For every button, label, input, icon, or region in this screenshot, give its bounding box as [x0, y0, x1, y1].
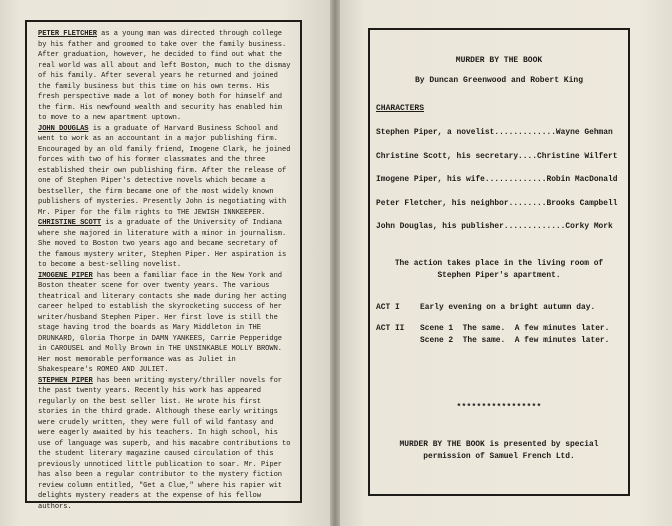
- bio-text: has been a familiar face in the New York and Boston theater scene for over twenty years. The various theatrical and literary contacts she made during her acting career helped to establish the skyrocketing success of her writer/husband Stephen Piper. Her first love is still the stage having trod the boards as Mary Middleton in THE DRUNKARD, Gloria Thorpe in DAMN YANKEES, Carrie Pepperidge in CAROUSEL and Molly Brown in THE UNSINKABLE MOLLY BROWN. Her most memorable performance was as Juliet in Shakespeare's ROMEO AND JULIET.: [38, 271, 287, 374]
- bio-name: PETER FLETCHER: [38, 30, 97, 38]
- cast-row: Peter Fletcher, his neighbor........Brooks Campbell: [376, 198, 618, 208]
- act-description: Early evening on a bright autumn day.: [420, 303, 596, 312]
- bio-text: has been writing mystery/thriller novels for the past twenty years. Recently his work has appeared regularly on the best seller list. He wrote his first stories in the third grade. Although these early writings were crudely written, they were full of wild fantasy and were eagerly awaited by his teachers. In high school, his use of language was superb, and his macabre contributions to the student literary magazine caused circulation of this previously unnoticed little publication to soar. Mr. Piper has also been a regular contributor to the mystery fiction review column entitled, "Get a Clue," where his rapier wit delights mystery readers at the expense of his fellow authors.: [38, 376, 291, 511]
- bio-name: CHRISTINE SCOTT: [38, 219, 102, 227]
- cast-row: John Douglas, his publisher.............Corky Mork: [376, 222, 613, 231]
- bio-christine-scott: [38, 218, 294, 271]
- bio-text: is a graduate of Harvard Business School and went to work as an accountant in a major publishing firm. Encouraged by an old family friend, Imogene Clark, he joined forces with two of his former classmates and the three established their own publishing firm. After the release of one of Stephen Piper's detective novels which became a bestseller, the firm became one of the most widely known publishers of mysteries. Presently John is negotiating with Mr. Piper for the film rights to THE JEWISH INNKEEPER.: [38, 124, 291, 217]
- bio-name: STEPHEN PIPER: [38, 376, 93, 385]
- bio-imogene-piper: [38, 271, 294, 376]
- rights-credit: MURDER BY THE BOOK is presented by special permission of Samuel French Ltd.: [399, 440, 599, 461]
- cast-row: Stephen Piper, a novelist.............Wayne Gehman: [376, 128, 613, 137]
- scene-description: Scene 1 The same. A few minutes later.: [420, 324, 610, 333]
- divider-stars: *****************: [456, 403, 542, 412]
- acts-list: [376, 302, 624, 347]
- bio-stephen-piper: [38, 376, 294, 513]
- bio-name: IMOGENE PIPER: [38, 271, 93, 280]
- act-label: ACT I: [376, 303, 400, 312]
- cast-row: Imogene Piper, his wife.............Robin MacDonald: [376, 175, 618, 184]
- bio-name: JOHN DOUGLAS: [38, 124, 89, 133]
- setting-note: The action takes place in the living room of Stephen Piper's apartment.: [394, 259, 604, 280]
- characters-heading: CHARACTERS: [376, 104, 425, 113]
- scene-description: Scene 2 The same. A few minutes later.: [420, 336, 610, 345]
- bios-box: [25, 20, 302, 511]
- page-gutter: [330, 0, 340, 526]
- cast-row: Christine Scott, his secretary....Christine Wilfert: [376, 151, 618, 161]
- play-byline: By Duncan Greenwood and Robert King: [414, 76, 584, 85]
- bio-peter-fletcher: [38, 29, 294, 124]
- play-title: MURDER BY THE BOOK: [455, 56, 543, 65]
- cast-list: [376, 128, 624, 246]
- bio-text: as a young man was directed through college by his father and groomed to take over the family business. After graduation, however, he decided to find out what the real world was all about and left Boston, much to the dismay of his family. After several years he returned and joined the family business but this time on his own terms. His fresh perspective made a lot of money both for himself and the firm. His newfound wealth and security has enabled him to move to a new apartment uptown.: [38, 30, 291, 122]
- bio-text: is a graduate of the University of Indiana where she majored in literature with a minor in journalism. She moved to Boston two years ago and became secretary of the famous mystery writer, Stephen Piper. Her aspiration is to become a best-selling novelist.: [38, 219, 287, 269]
- bio-john-douglas: [38, 124, 294, 219]
- act-label: ACT II: [376, 324, 405, 333]
- program-box: [368, 28, 630, 496]
